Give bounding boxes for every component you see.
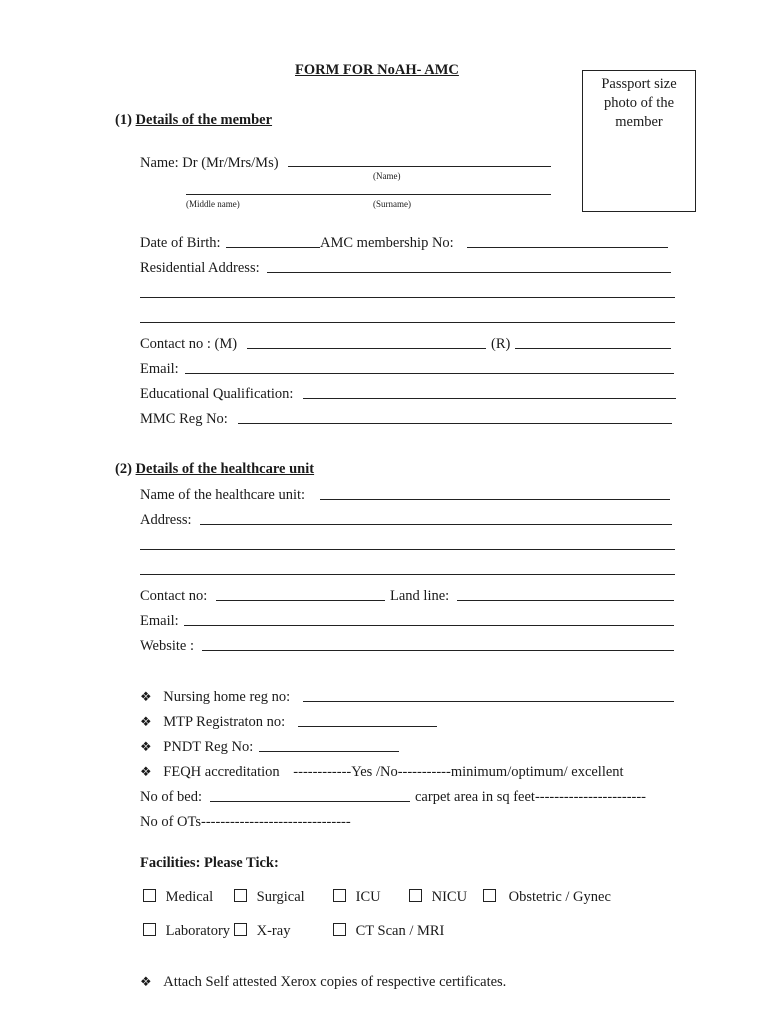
unit-contact-label: Contact no: (140, 588, 208, 604)
name-label: Name: Dr (Mr/Mrs/Ms) (140, 155, 279, 171)
beds-field[interactable] (210, 801, 410, 802)
unit-address-field-2[interactable] (140, 549, 675, 550)
section-1-heading (115, 112, 272, 129)
landline-field[interactable] (457, 600, 674, 601)
pndt-reg-row (140, 738, 253, 756)
nicu-checkbox[interactable] (409, 889, 422, 902)
contact-residence-label: (R) (491, 336, 511, 352)
surname-hint: (Surname) (373, 199, 411, 209)
section-2-title: Details of the healthcare unit (135, 461, 315, 477)
facility-label: Surgical (256, 889, 305, 905)
facility-label: Obstetric / Gynec (508, 889, 611, 905)
email-label: Email: (140, 361, 179, 377)
email-field[interactable] (185, 373, 674, 374)
unit-email-label: Email: (140, 613, 179, 629)
unit-address-field-3[interactable] (140, 574, 675, 575)
facility-nicu[interactable] (409, 888, 467, 906)
education-field[interactable] (303, 398, 676, 399)
dob-field[interactable] (226, 247, 320, 248)
website-field[interactable] (202, 650, 674, 651)
section-1-number: (1) (115, 112, 132, 128)
mmc-reg-label: MMC Reg No: (140, 411, 228, 427)
amc-membership-field[interactable] (467, 247, 668, 248)
passport-photo-box[interactable] (582, 70, 696, 212)
facility-laboratory[interactable] (143, 922, 230, 940)
form-title: FORM FOR NoAH- AMC (295, 62, 459, 78)
facilities-heading: Facilities: Please Tick: (140, 855, 279, 871)
diamond-bullet-icon: ❖ (140, 974, 152, 989)
residential-address-field-2[interactable] (140, 297, 675, 298)
feqh-row (140, 763, 624, 781)
carpet-area-label[interactable]: carpet area in sq feet----------------------- (415, 789, 647, 805)
facility-label: X-ray (256, 923, 291, 939)
amc-membership-label: AMC membership No: (320, 235, 454, 251)
middle-surname-field[interactable] (186, 194, 551, 195)
unit-contact-field[interactable] (216, 600, 385, 601)
section-1-title: Details of the member (135, 112, 273, 128)
diamond-bullet-icon: ❖ (140, 739, 152, 754)
attach-note: Attach Self attested Xerox copies of respective certificates. (163, 974, 507, 990)
mtp-reg-field[interactable] (298, 726, 437, 727)
residential-address-field-1[interactable] (267, 272, 671, 273)
photo-box-line-1: Passport size (601, 76, 677, 92)
ct-mri-checkbox[interactable] (333, 923, 346, 936)
education-label: Educational Qualification: (140, 386, 294, 402)
nursing-home-reg-label: Nursing home reg no: (163, 689, 291, 705)
residential-address-label: Residential Address: (140, 260, 260, 276)
photo-box-line-2: photo of the (603, 95, 675, 111)
attach-note-row (140, 973, 506, 991)
name-field[interactable] (288, 166, 551, 167)
facility-label: ICU (355, 889, 381, 905)
unit-name-field[interactable] (320, 499, 670, 500)
contact-mobile-label: Contact no : (M) (140, 336, 238, 352)
diamond-bullet-icon: ❖ (140, 714, 152, 729)
unit-address-field-1[interactable] (200, 524, 672, 525)
facility-surgical[interactable] (234, 888, 305, 906)
surgical-checkbox[interactable] (234, 889, 247, 902)
diamond-bullet-icon: ❖ (140, 764, 152, 779)
facility-xray[interactable] (234, 922, 290, 940)
dob-label: Date of Birth: (140, 235, 221, 251)
photo-box-line-3: member (615, 114, 663, 130)
facility-label: Medical (165, 889, 214, 905)
mtp-reg-label: MTP Registraton no: (163, 714, 286, 730)
pndt-reg-label: PNDT Reg No: (163, 739, 254, 755)
xray-checkbox[interactable] (234, 923, 247, 936)
facility-label: Laboratory (165, 923, 231, 939)
unit-address-label: Address: (140, 512, 192, 528)
nursing-home-reg-field[interactable] (303, 701, 674, 702)
section-2-heading (115, 461, 314, 478)
pndt-reg-field[interactable] (259, 751, 399, 752)
name-hint: (Name) (373, 171, 401, 181)
facility-label: CT Scan / MRI (355, 923, 445, 939)
landline-label: Land line: (390, 588, 450, 604)
beds-label: No of bed: (140, 789, 203, 805)
medical-checkbox[interactable] (143, 889, 156, 902)
facility-medical[interactable] (143, 888, 213, 906)
contact-residence-field[interactable] (515, 348, 671, 349)
residential-address-field-3[interactable] (140, 322, 675, 323)
contact-mobile-field[interactable] (247, 348, 486, 349)
middle-name-hint: (Middle name) (186, 199, 240, 209)
mmc-reg-field[interactable] (238, 423, 672, 424)
unit-name-label: Name of the healthcare unit: (140, 487, 306, 503)
unit-email-field[interactable] (184, 625, 674, 626)
mtp-reg-row (140, 713, 285, 731)
feqh-options[interactable]: ------------Yes /No-----------minimum/optimum/ excellent (293, 764, 624, 780)
laboratory-checkbox[interactable] (143, 923, 156, 936)
icu-checkbox[interactable] (333, 889, 346, 902)
facility-obstetric[interactable] (483, 888, 611, 906)
ots-label[interactable]: No of OTs------------------------------- (140, 814, 351, 830)
nursing-home-reg-row (140, 688, 290, 706)
facility-icu[interactable] (333, 888, 381, 906)
diamond-bullet-icon: ❖ (140, 689, 152, 704)
obstetric-checkbox[interactable] (483, 889, 496, 902)
section-2-number: (2) (115, 461, 132, 477)
facility-ct-mri[interactable] (333, 922, 444, 940)
website-label: Website : (140, 638, 194, 654)
facility-label: NICU (431, 889, 468, 905)
feqh-label: FEQH accreditation (163, 764, 280, 780)
